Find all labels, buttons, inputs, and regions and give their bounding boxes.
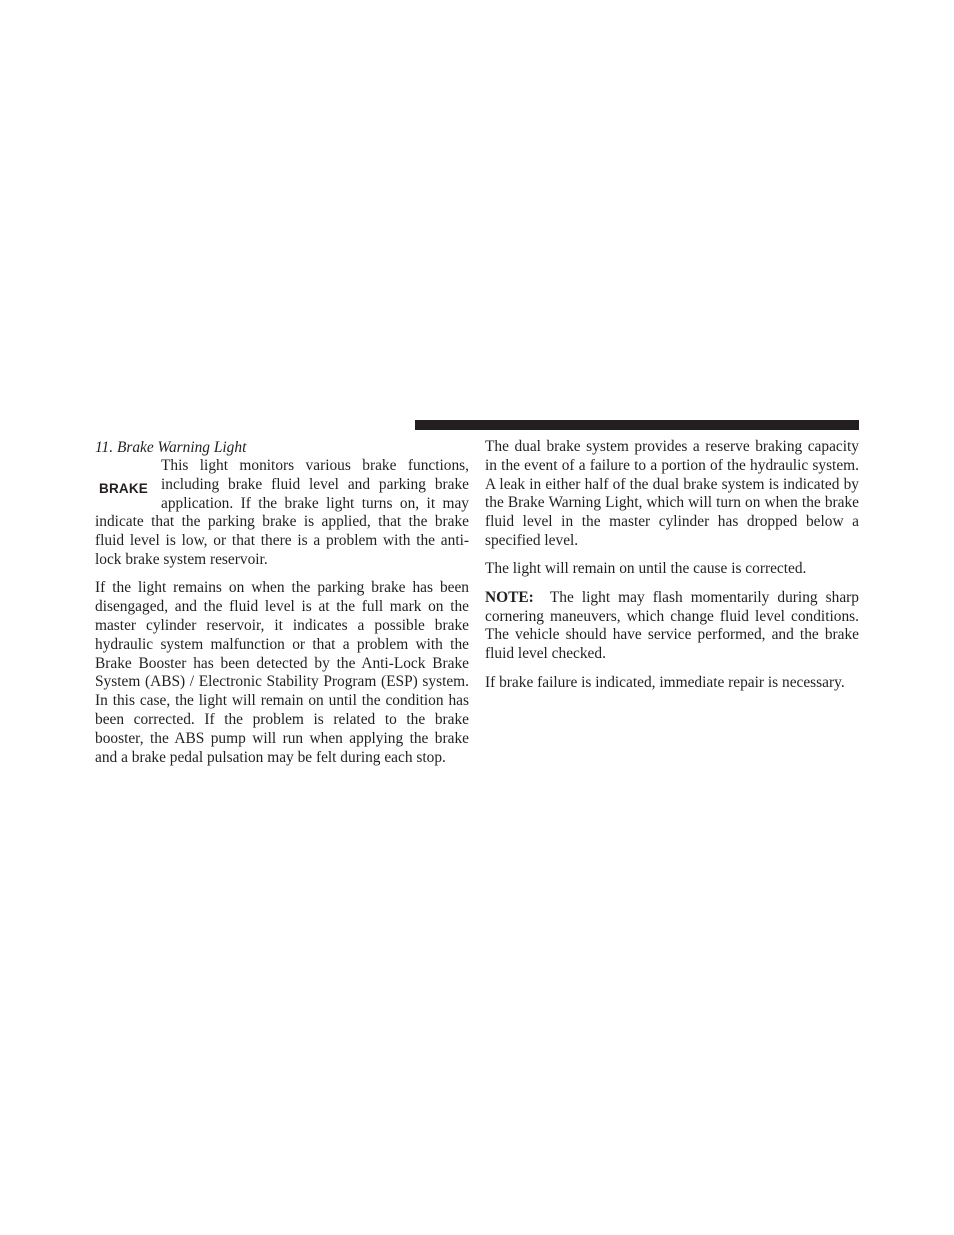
note-text: The light may flash momentarily during sharp cornering maneuvers, which change fluid level conditions. The vehicle should have service performed, and the brake fluid level checked.: [485, 588, 860, 663]
light-remains-paragraph: The light will remain on until the cause is corrected.: [485, 560, 807, 578]
intro-paragraph: [95, 457, 469, 570]
left-column: [95, 438, 469, 777]
malfunction-paragraph: If the light remains on when the parking brake has been disengaged, and the fluid level is at the full mark on the master cylinder reservoir, it indicates a possible brake hydraulic system malfunction or that a problem with the Brake Booster has been detected by the Anti-Lock Brake System (ABS) / Electronic Stability Program (ESP) system. In this case, the light will remain on until the condition has been corrected. If the problem is related to the brake booster, the ABS pump will run when applying the brake and a brake pedal pulsation may be felt during each stop.: [95, 579, 469, 766]
note-label: NOTE:: [485, 588, 534, 606]
note-paragraph: [485, 589, 859, 664]
brake-icon-container: [95, 457, 161, 513]
right-column: [485, 438, 859, 702]
section-heading: 11. Brake Warning Light: [95, 439, 247, 456]
intro-text: This light monitors various brake functions, including brake fluid level and parking brake application. If the brake light turns on, it may indicate that the parking brake is applied, that the brake fluid level is low, or that there is a problem with the anti-lock brake system reservoir.: [95, 457, 469, 568]
header-rule: [415, 420, 859, 430]
failure-paragraph: If brake failure is indicated, immediate repair is necessary.: [485, 673, 845, 691]
dual-brake-paragraph: The dual brake system provides a reserve braking capacity in the event of a failure to a portion of the hydraulic system. A leak in either half of the dual brake system is indicated by the Brake Warning Light, which will turn on when the brake fluid level in the master cylinder has dropped below a specified level.: [485, 438, 859, 549]
brake-warning-icon: BRAKE: [99, 481, 149, 496]
